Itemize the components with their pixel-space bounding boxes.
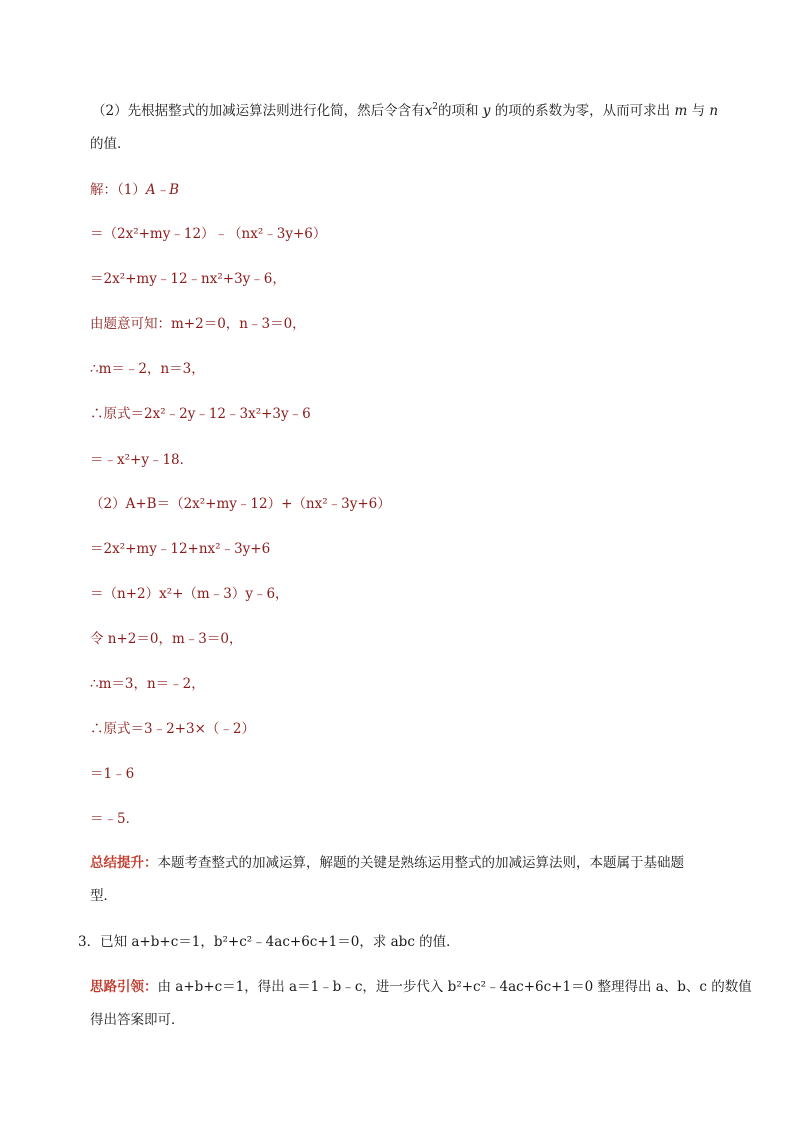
solution-part2-step-2: ＝2x²+my﹣12+nx²﹣3y+6 [90,541,271,557]
analysis-part2-line1: （2）先根据整式的加减运算法则进行化简，然后令含有$x^2$的项和 y 的项的系数为零，从而可求出 m 与 n [92,102,719,119]
analysis-part2-line2: 的值． [90,136,131,152]
summary-paragraph: 总结提升：本题考查整式的加减运算，解题的关键是熟练运用整式的加减运算法则，本题属于基础题 [90,855,684,871]
solution-step-2: ＝2x²+my﹣12﹣nx²+3y﹣6， [90,271,286,287]
solution-part2-step-5: ∴m＝3，n＝﹣2， [90,676,205,692]
hint-label: 思路引领： [90,979,158,995]
solution-part2-step-4: 令 n+2＝0，m﹣3＝0， [90,631,243,647]
question-text: 已知 a+b+c＝1，b²+c²﹣4ac+6c+1＝0，求 abc 的值． [100,934,460,950]
solution-step-4: ∴m＝﹣2，n＝3， [90,361,205,377]
summary-label: 总结提升： [90,855,158,871]
question-number: 3． [78,934,101,950]
solution-part2-step-3: ＝（n+2）x²+（m﹣3）y﹣6， [90,586,289,602]
solution-step-5: ∴原式＝2x²﹣2y﹣12﹣3x²+3y﹣6 [90,406,311,422]
solution-step-6: ＝﹣x²+y﹣18． [90,452,194,468]
hint-paragraph-line2: 得出答案即可． [90,1012,185,1028]
summary-paragraph-line2: 型． [90,888,117,904]
question-3 [78,932,460,952]
solution-step-3: 由题意可知：m+2＝0，n﹣3＝0， [90,316,306,332]
solution-part2-step-7: ＝1﹣6 [90,766,135,782]
solution-part2-step-1: （2）A+B＝（2x²+my﹣12）+（nx²﹣3y+6） [90,496,391,512]
solution-heading: 解：（1）A﹣B [90,182,180,198]
hint-paragraph: 思路引领：由 a+b+c＝1，得出 a＝1﹣b﹣c，进一步代入 b²+c²﹣4ac+6c+1＝0 整理得出 a、b、c 的数值 [90,979,752,995]
solution-step-1: ＝（2x²+my﹣12）﹣（nx²﹣3y+6） [90,226,327,242]
solution-part2-step-6: ∴原式＝3﹣2+3×（﹣2） [90,721,255,737]
solution-part2-step-8: ＝﹣5． [90,811,140,827]
